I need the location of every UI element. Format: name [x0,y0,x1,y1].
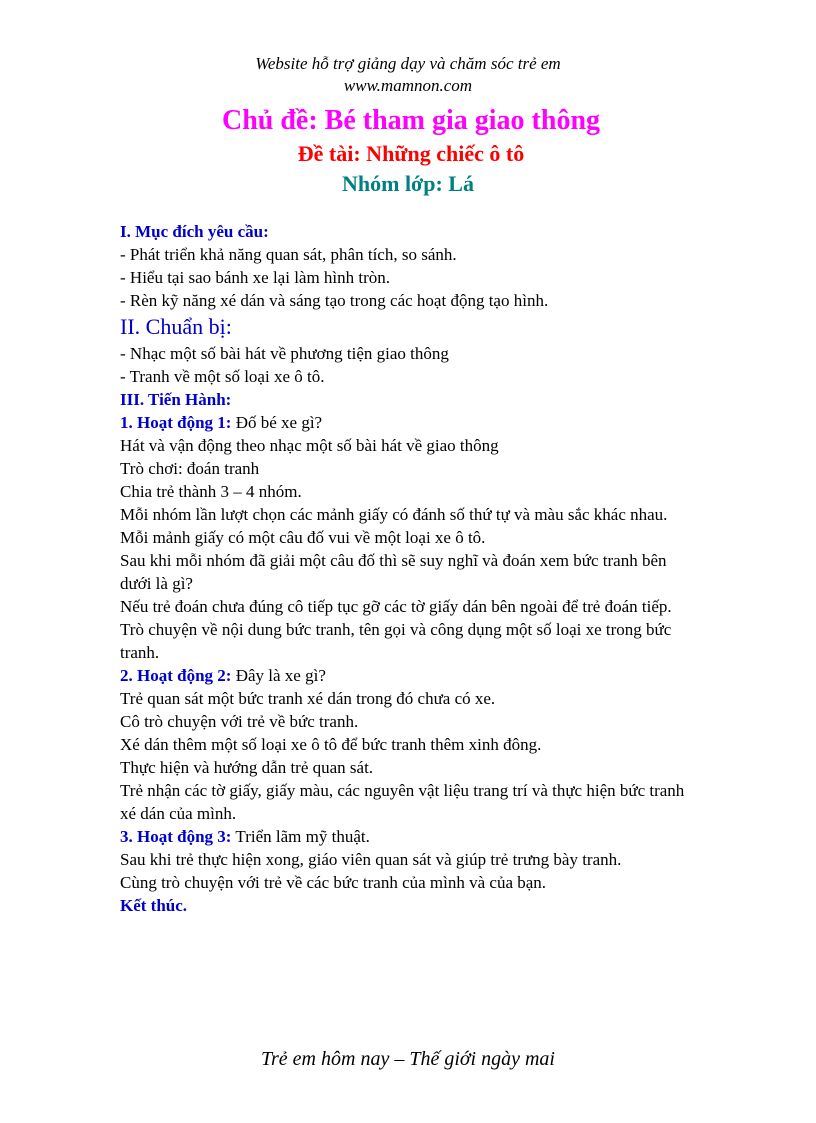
activity-3-heading [120,825,700,848]
activity-1-heading [120,411,700,434]
activity-1-line: Trò chơi: đoán tranh [120,459,260,478]
activity-1-title: Đố bé xe gì? [231,413,323,432]
section-3-heading: III. Tiến Hành: [120,390,232,409]
activity-2-line: Trẻ quan sát một bức tranh xé dán trong đó chưa có xe. [120,689,496,708]
activity-2-label: 2. Hoạt động 2: [120,666,232,685]
section-1-item: - Rèn kỹ năng xé dán và sáng tạo trong các hoạt động tạo hình. [120,291,549,310]
activity-1-line: Nếu trẻ đoán chưa đúng cô tiếp tục gỡ các tờ giấy dán bên ngoài để trẻ đoán tiếp. [120,597,672,616]
section-2-heading: II. Chuẩn bị: [120,314,232,339]
section-1-item: - Phát triển khả năng quan sát, phân tích, so sánh. [120,245,457,264]
activity-2-line: Thực hiện và hướng dẫn trẻ quan sát. [120,758,374,777]
activity-1-line: Mỗi nhóm lần lượt chọn các mảnh giấy có đánh số thứ tự và màu sắc khác nhau. Mỗi mảnh giấy có một câu đố vui về một loại xe ô tô. [120,505,668,547]
activity-2-line: Xé dán thêm một số loại xe ô tô để bức tranh thêm xinh đông. [120,735,542,754]
section-1-heading: I. Mục đích yêu cầu: [120,222,269,241]
activity-3-label: 3. Hoạt động 3: [120,827,232,846]
activity-2-line: Cô trò chuyện với trẻ về bức tranh. [120,712,359,731]
topic-title: Chủ đề: Bé tham gia giao thông [221,105,601,136]
page-header [0,53,816,97]
header-website-line: Website hỗ trợ giảng dạy và chăm sóc trẻ em [255,54,561,73]
ending-heading: Kết thúc. [120,896,188,915]
activity-3-line: Cùng trò chuyện với trẻ về các bức tranh của mình và của bạn. [120,873,547,892]
activity-3-line: Sau khi trẻ thực hiện xong, giáo viên quan sát và giúp trẻ trưng bày tranh. [120,850,622,869]
section-2-item: - Nhạc một số bài hát về phương tiện giao thông [120,344,449,363]
class-group-title: Nhóm lớp: Lá [342,171,474,196]
activity-2-heading [120,664,700,687]
activity-2-line: Trẻ nhận các tờ giấy, giấy màu, các nguyên vật liệu trang trí và thực hiện bức tranh xé dán của mình. [120,781,685,823]
activity-3-title: Triển lãm mỹ thuật. [231,827,370,846]
section-2-item: - Tranh về một số loại xe ô tô. [120,367,325,386]
activity-1-line: Trò chuyện về nội dung bức tranh, tên gọi và công dụng một số loại xe trong bức tranh. [120,620,672,662]
activity-1-line: Hát và vận động theo nhạc một số bài hát về giao thông [120,436,499,455]
activity-2-title: Đây là xe gì? [231,666,326,685]
page-footer: Trẻ em hôm nay – Thế giới ngày mai [261,1048,555,1070]
activity-1-line: Chia trẻ thành 3 – 4 nhóm. [120,482,302,501]
section-1-item: - Hiểu tại sao bánh xe lại làm hình tròn. [120,268,391,287]
subject-title: Đề tài: Những chiếc ô tô [297,141,525,166]
activity-1-line: Sau khi mỗi nhóm đã giải một câu đố thì sẽ suy nghĩ và đoán xem bức tranh bên dưới là gì? [120,551,667,593]
document-body [120,220,700,917]
title-block [0,103,816,199]
activity-1-label: 1. Hoạt động 1: [120,413,232,432]
header-url: www.mamnon.com [343,76,473,95]
